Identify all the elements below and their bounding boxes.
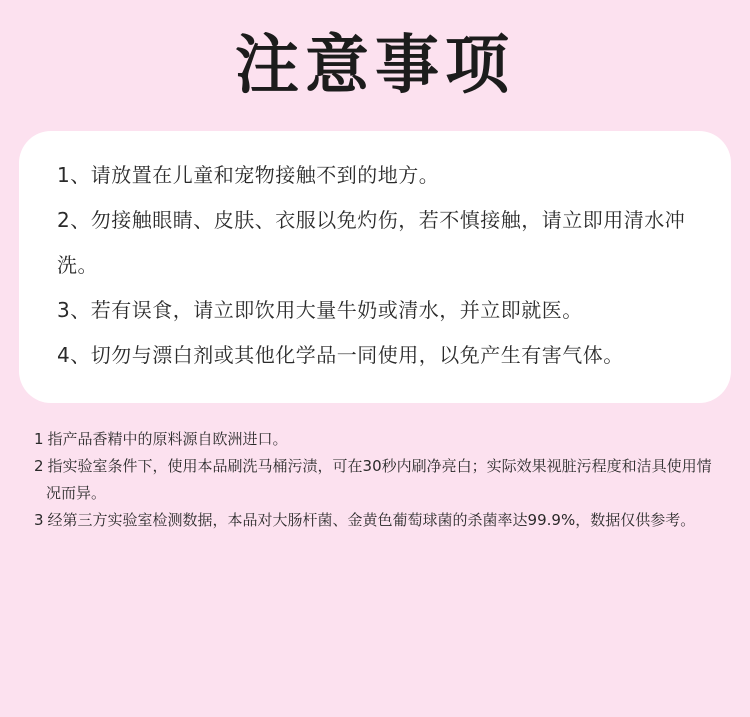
precautions-list xyxy=(57,153,707,378)
precaution-item: 4、切勿与漂白剂或其他化学品一同使用，以免产生有害气体。 xyxy=(57,343,624,367)
footnote-item xyxy=(34,426,724,453)
page-title: 注意事项 xyxy=(235,29,515,103)
footnote-text: 经第三方实验室检测数据，本品对大肠杆菌、金黄色葡萄球菌的杀菌率达99.9%，数据仅供参考。 xyxy=(47,511,696,529)
precaution-item: 1、请放置在儿童和宠物接触不到的地方。 xyxy=(57,163,440,187)
footnote-item xyxy=(34,453,724,507)
footnote-text: 指实验室条件下，使用本品刷洗马桶污渍，可在30秒内刷净亮白；实际效果视脏污程度和洁具使用情况而异。 xyxy=(46,457,712,502)
precaution-item: 3、若有误食，请立即饮用大量牛奶或清水，并立即就医。 xyxy=(57,298,583,322)
footnote-number: 2 xyxy=(34,457,44,475)
precaution-item: 2、勿接触眼睛、皮肤、衣服以免灼伤，若不慎接触，请立即用清水冲洗。 xyxy=(57,208,686,277)
footnotes-list xyxy=(34,426,724,534)
footnote-number: 1 xyxy=(34,430,44,448)
footnote-text: 指产品香精中的原料源自欧洲进口。 xyxy=(47,430,288,448)
footnote-number: 3 xyxy=(34,511,44,529)
footnote-item xyxy=(34,507,724,534)
precautions-card xyxy=(19,131,731,403)
